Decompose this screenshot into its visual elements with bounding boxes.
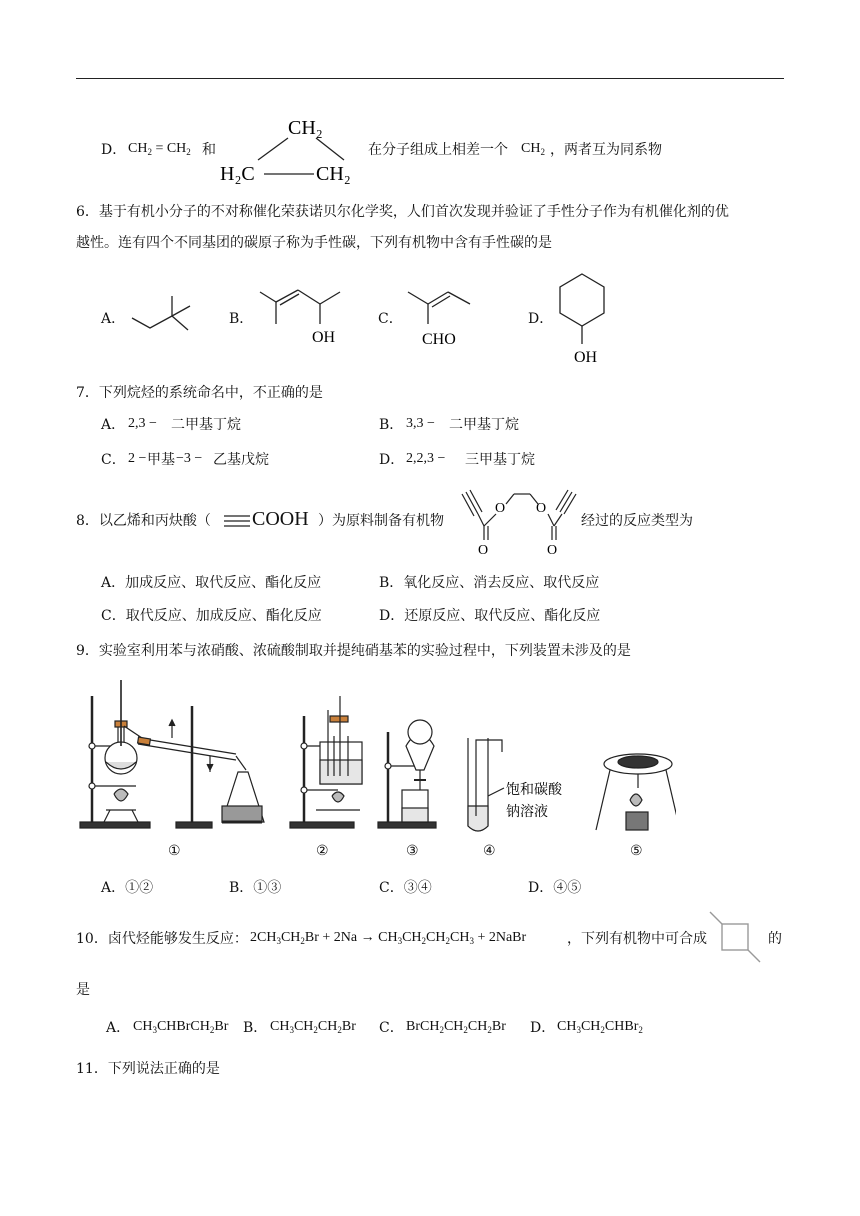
q10-d-letter: D． [530,1020,556,1036]
apparatus-evaporating-dish [596,754,676,830]
q6-option-a-letter: A． [101,311,126,327]
q8-diester-structure [454,488,578,558]
q7-a-letter: A． [101,417,126,433]
q6-c-cho: CHO [422,331,456,348]
q7-d-letter: D． [379,452,405,468]
q9-label-5: ⑤ [630,843,643,859]
q5-d-letter: D． [101,142,127,158]
q10-a-letter: A． [106,1020,131,1036]
q10-stem-mid: ，下列有机物中可合成 [567,931,707,947]
q10-c-letter: C． [379,1020,404,1036]
q7-b-letter: B． [379,417,404,433]
cyclopropane-structure [216,108,364,190]
apparatus-separatory-funnel [378,720,436,828]
q8-option-b: B．氧化反应、消去反应、取代反应 [379,575,600,591]
q9-option-c: C．③④ [379,880,432,896]
q6-option-b-structure [252,282,352,350]
q7-c-name: 乙基戊烷 [213,452,269,468]
q9-solution-line1: 饱和碳酸 [506,782,562,798]
q10-shi: 是 [76,982,90,998]
q6-stem-line2: 越性。连有四个不同基团的碳原子称为手性碳，下列有机物中含有手性碳的是 [76,235,552,251]
q6-stem-line1: 6．基于有机小分子的不对称催化荣获诺贝尔化学奖，人们首次发现并验证了手性分子作为有机催化剂的优 [76,204,729,220]
q8-option-d: D．还原反应、取代反应、酯化反应 [379,608,601,624]
q9-option-d: D．④⑤ [528,880,582,896]
q10-option-b: $CH_3CH_2CH_2Br$ [270,1019,356,1035]
triple-bond-icon [222,511,252,531]
q10-option-d: $CH_3CH_2CHBr_2$ [557,1019,643,1035]
q8-o3: O [536,501,547,516]
q5-d-tail-ch2: $CH_2$ [521,141,545,157]
q8-o1: O [478,543,489,558]
q5-d-tail-b: ，两者互为同系物 [550,142,662,158]
q7-b-locant: 3,3 − [406,416,435,431]
q9-stem: 9．实验室利用苯与浓硝酸、浓硫酸制取并提纯硝基苯的实验过程中，下列装置未涉及的是 [76,643,631,659]
q9-solution-line2: 钠溶液 [506,804,548,820]
q7-a-locant: 2,3 − [128,416,157,431]
q5-d-and: 和 [202,142,216,158]
q9-option-b: B．①③ [229,880,282,896]
q8-stem-mid: ）为原料制备有机物 [318,513,444,529]
q11-stem: 11．下列说法正确的是 [76,1061,220,1077]
q6-option-d-letter: D． [528,311,554,327]
q7-a-name: 二甲基丁烷 [171,417,241,433]
q8-stem-post: 经过的反应类型为 [581,513,693,529]
q10-option-a: $CH_3CHBrCH_2Br$ [133,1019,229,1035]
q6-option-d-cyclohexanol [550,270,614,366]
q10-option-c: $BrCH_2CH_2CH_2Br$ [406,1019,506,1035]
apparatus-water-bath [290,696,362,828]
q8-o2: O [495,501,506,516]
q8-option-a: A．加成反应、取代反应、酯化反应 [101,575,322,591]
q6-option-b-letter: B． [229,311,254,327]
q9-label-1: ① [168,843,181,859]
q10-b-letter: B． [243,1020,268,1036]
q10-stem-pre: 10．卤代烃能够发生反应： [76,931,248,947]
q9-apparatus-figure [76,676,676,834]
apparatus-test-tube [468,738,504,831]
methylcyclobutane-structure [706,908,764,968]
q7-d-locant: 2,2,3 − [406,451,446,466]
q7-c-letter: C． [101,452,126,468]
q8-cooh: COOH [252,508,309,530]
header-rule [76,78,784,79]
q7-c-mid: 甲基 [147,452,175,468]
q9-option-a: A．①② [101,880,154,896]
q7-c-locant1: 2 − [128,451,147,466]
q7-d-name: 三甲基丁烷 [465,452,535,468]
q5-d-ethylene-formula: $CH_2 = CH_2$ [128,141,191,157]
q6-b-oh: OH [312,329,336,346]
q7-b-name: 二甲基丁烷 [449,417,519,433]
q10-de: 的 [768,931,782,947]
q6-option-a-structure [126,292,196,338]
ring-top-ch2: CH₂ [288,117,323,139]
ring-left-h2c: H₂C [220,163,255,185]
q8-stem-pre: 8．以乙烯和丙炔酸（ [76,513,211,529]
q5-d-tail-a: 在分子组成上相差一个 [368,142,508,158]
q7-stem: 7．下列烷烃的系统命名中，不正确的是 [76,385,323,401]
ring-right-ch2: CH₂ [316,163,351,185]
q7-c-locant2: −3 − [176,451,203,466]
q6-option-c-structure [402,282,482,350]
q8-option-c: C．取代反应、加成反应、酯化反应 [101,608,322,624]
q10-equation: $2CH_3CH_2Br + 2Na \to CH_3CH_2CH_2CH_3$ + 2NaBr [250,930,527,946]
q8-o4: O [547,543,558,558]
q9-label-4: ④ [483,843,496,859]
apparatus-distillation [80,680,264,828]
q6-d-oh: OH [574,349,598,366]
q9-label-3: ③ [406,843,419,859]
q6-option-c-letter: C． [378,311,403,327]
q9-label-2: ② [316,843,329,859]
